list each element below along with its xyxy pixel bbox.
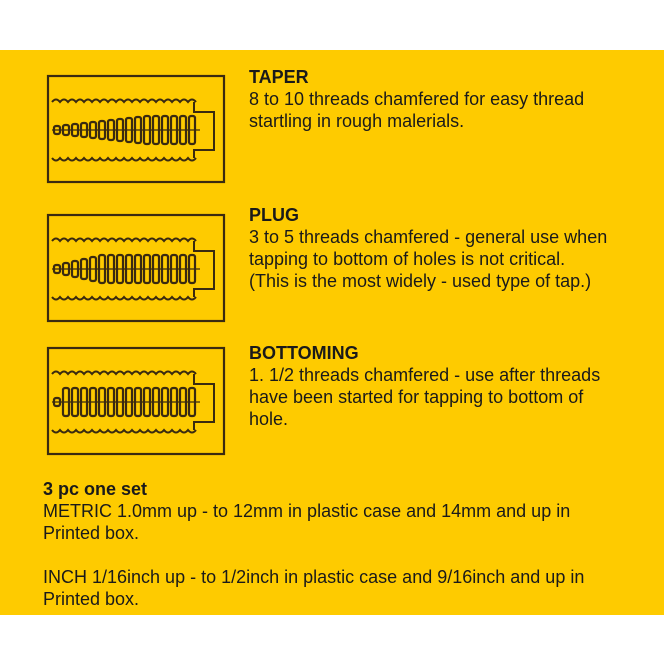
plug-line-1: 3 to 5 threads chamfered - general use when — [249, 227, 608, 247]
bottoming-tap-icon — [44, 344, 228, 458]
thread-profile-bottom — [52, 158, 196, 161]
bottoming-line-1: 1. 1/2 threads chamfered - use after threads — [249, 365, 601, 385]
plug-tap-drawing — [44, 211, 228, 325]
taper-line-2: startling in rough malerials. — [249, 111, 465, 131]
bottoming-line-3: hole. — [249, 409, 289, 429]
bottoming-line-2: have been started for tapping to bottom of — [249, 387, 584, 407]
bottoming-tap-drawing — [44, 344, 228, 458]
tap-row-bottoming — [0, 344, 664, 474]
plug-description — [249, 204, 659, 292]
inch-line-1: INCH 1/16inch up - to 1/2inch in plastic case and 9/16inch and up in — [43, 567, 585, 587]
set-info — [43, 478, 653, 610]
tap-row-taper — [0, 68, 664, 198]
spacer — [43, 544, 653, 566]
bottoming-title: BOTTOMING — [249, 343, 359, 363]
metric-line-1: METRIC 1.0mm up - to 12mm in plastic case and 14mm and up in — [43, 501, 571, 521]
info-panel — [0, 50, 664, 615]
plug-line-3: (This is the most widely - used type of tap.) — [249, 271, 592, 291]
taper-title: TAPER — [249, 67, 309, 87]
taper-tap-drawing — [44, 72, 228, 186]
thread-profile-top — [52, 372, 196, 375]
set-title: 3 pc one set — [43, 479, 148, 499]
plug-tap-icon — [44, 211, 228, 325]
bottoming-description — [249, 342, 659, 430]
plug-line-2: tapping to bottom of holes is not critical. — [249, 249, 566, 269]
metric-line-2: Printed box. — [43, 523, 140, 543]
plug-title: PLUG — [249, 205, 300, 225]
taper-line-1: 8 to 10 threads chamfered for easy thread — [249, 89, 585, 109]
taper-tap-icon — [44, 72, 228, 186]
thread-profile-bottom — [52, 297, 196, 300]
inch-line-2: Printed box. — [43, 589, 140, 609]
thread-profile-top — [52, 100, 196, 103]
taper-description — [249, 66, 659, 132]
thread-profile-bottom — [52, 430, 196, 433]
thread-profile-top — [52, 239, 196, 242]
tap-row-plug — [0, 207, 664, 337]
